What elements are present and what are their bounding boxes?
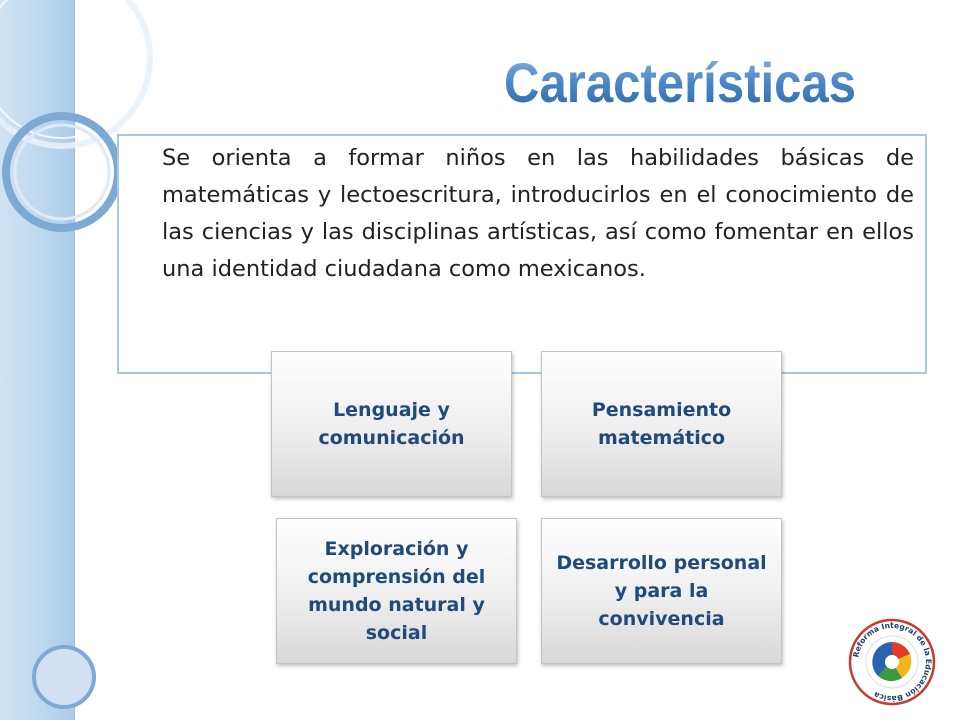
card-exploracion bbox=[276, 518, 517, 664]
sidebar-panel bbox=[0, 0, 75, 720]
slide-title bbox=[500, 48, 900, 118]
card-label: Desarrollo personal y para la convivencia bbox=[556, 552, 767, 630]
card-lenguaje bbox=[271, 351, 512, 497]
rieb-logo bbox=[848, 618, 936, 706]
card-label: Pensamiento matemático bbox=[591, 399, 732, 449]
logo-text: Reforma Integral de la Educación Básica bbox=[851, 621, 934, 704]
card-pensamiento bbox=[541, 351, 782, 497]
card-desarrollo bbox=[541, 518, 782, 664]
body-text: Se orienta a formar niños en las habilidades básicas de matemáticas y lectoescritura, introducirlos en el conocimiento de las ciencias y las disciplinas artísticas, así como fomentar en ellos una identidad ciudadana como mexicanos. bbox=[162, 145, 914, 282]
card-label: Exploración y comprensión del mundo natural y social bbox=[307, 538, 486, 644]
title-text: Características bbox=[504, 51, 856, 114]
card-label: Lenguaje y comunicación bbox=[318, 399, 465, 449]
